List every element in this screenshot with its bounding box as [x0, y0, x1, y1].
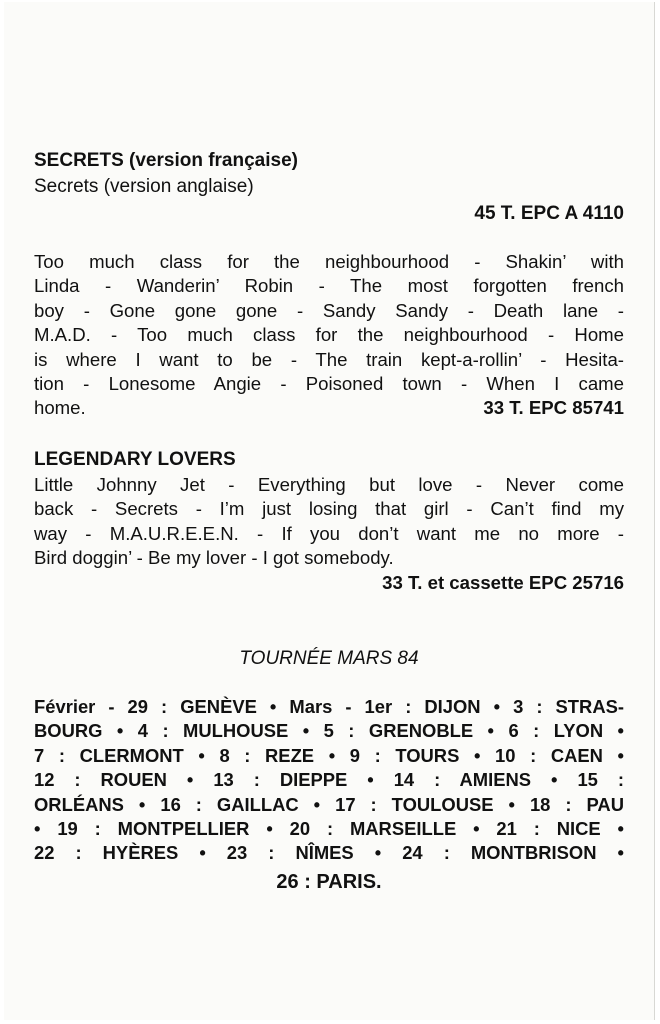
tour-heading: TOURNÉE MARS 84	[239, 648, 419, 669]
tour-finale: 26 : PARIS.	[276, 871, 382, 893]
tracklist-line: Too much class for the neighbourhood - Shakin’ with	[34, 251, 624, 272]
tracklist-line: boy - Gone gone gone - Sandy Sandy - Death lane -	[34, 299, 624, 321]
tour-dates-line: BOURG • 4 : MULHOUSE • 5 : GRENOBLE • 6 : LYON •	[34, 720, 624, 742]
tracklist-line: Bird doggin’ - Be my lover - I got somebody.	[34, 547, 394, 569]
tracklist-line: M.A.D. - Too much class for the neighbourhood - Home	[34, 324, 624, 346]
album1-catalog-number: 33 T. EPC 85741	[483, 397, 624, 419]
album2-tracklist	[34, 473, 624, 595]
tracklist-line: Little Johnny Jet - Everything but love - Never come	[34, 474, 624, 495]
single-catalog-number: 45 T. EPC A 4110	[474, 203, 624, 224]
tracklist-line: tion - Lonesome Angie - Poisoned town - When I came	[34, 373, 624, 395]
tracklist-line: way - M.A.U.R.E.E.N. - If you don’t want me no more -	[34, 522, 624, 544]
tracklist-line: is where I want to be - The train kept-a-rollin’ - Hesita-	[34, 348, 624, 370]
album2-catalog-number: 33 T. et cassette EPC 25716	[382, 571, 624, 593]
tour-dates-line: 22 : HYÈRES • 23 : NÎMES • 24 : MONTBRISON •	[34, 842, 624, 864]
single-subtitle: Secrets (version anglaise)	[34, 176, 254, 197]
tour-dates-line: • 19 : MONTPELLIER • 20 : MARSEILLE • 21 : NICE •	[34, 818, 624, 840]
album2-title: LEGENDARY LOVERS	[34, 449, 236, 470]
single-title: SECRETS (version française)	[34, 150, 298, 171]
tour-dates-line: 7 : CLERMONT • 8 : REZE • 9 : TOURS • 10 : CAEN •	[34, 744, 624, 766]
tour-dates-line: ORLÉANS • 16 : GAILLAC • 17 : TOULOUSE • 18 : PAU	[34, 793, 624, 815]
tracklist-line: back - Secrets - I’m just losing that girl - Can’t find my	[34, 498, 624, 520]
tracklist-line: Linda - Wanderin’ Robin - The most forgotten french	[34, 275, 624, 297]
tracklist-line: home.	[34, 397, 86, 419]
album1-tracklist	[34, 250, 624, 421]
tour-dates-line: 12 : ROUEN • 13 : DIEPPE • 14 : AMIENS • 15 :	[34, 769, 624, 791]
tour-dates	[34, 695, 624, 866]
tour-dates-line: Février - 29 : GENÈVE • Mars - 1er : DIJON • 3 : STRAS-	[34, 696, 624, 717]
tracklist-last-row	[34, 396, 624, 420]
